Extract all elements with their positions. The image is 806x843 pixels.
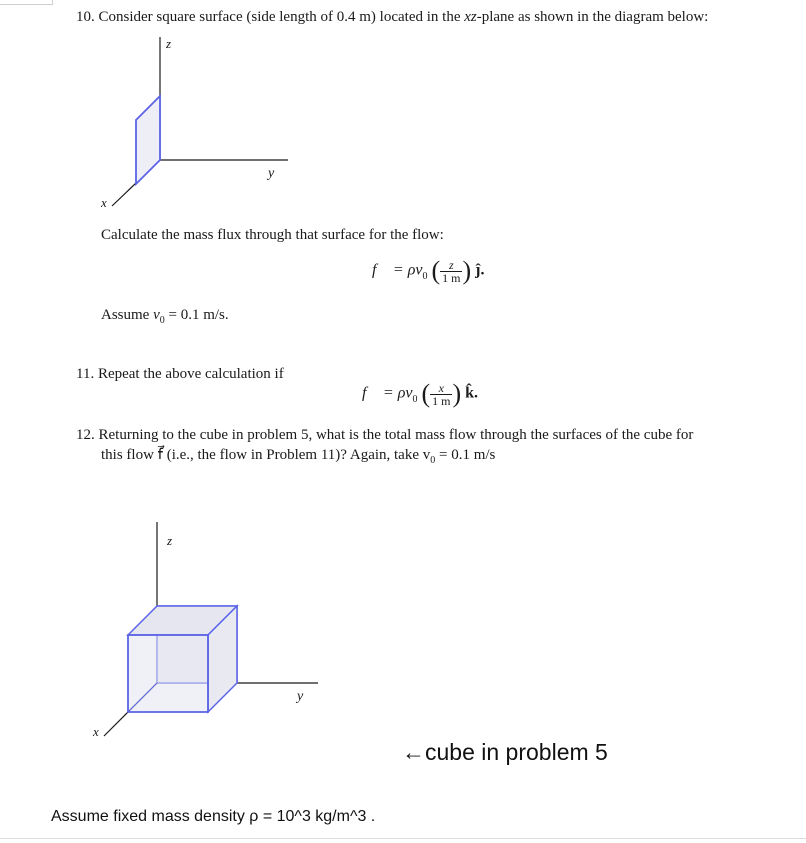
q12-line2-text: this flow f⃗ (i.e., the flow in Problem 11)? Again, take v [101, 447, 431, 463]
q11-eq-open-paren: ( [421, 379, 431, 408]
q10-assume-val: = 0.1 m/s. [164, 307, 229, 323]
q11-eq-close-paren: ) [452, 379, 462, 408]
q12-line2-sub: 0 [430, 455, 436, 466]
q11-eq-lhs: f⃗ = ρv [362, 384, 413, 402]
q12-line1-text: Returning to the cube in problem 5, what is the total mass flow through the surfaces of the cube for [98, 427, 694, 443]
q12-number: 12. [76, 427, 95, 443]
q10-eq-unit: ĵ. [475, 261, 485, 279]
q10-eq-num: z [448, 257, 454, 272]
q11-eq-num: x [438, 380, 444, 395]
q10-text-b: -plane as shown in the diagram below: [476, 9, 709, 25]
q10-assume-text: Assume [101, 307, 154, 323]
q10-eq-open-paren: ( [431, 256, 441, 285]
q10-text-a: Consider square surface (side length of 0.4 m) located in the [98, 9, 465, 25]
q10-x-label: x [101, 195, 107, 210]
q10-eq-close-paren: ) [462, 256, 472, 285]
cube-x-label: x [93, 724, 99, 739]
q10-number: 10. [76, 9, 95, 25]
q10-y-label: y [268, 166, 275, 181]
cube-y-label: y [297, 689, 304, 704]
q10-plane: xz [464, 9, 477, 25]
q10-eq-den: 1 m [442, 270, 461, 285]
q11-number: 11. [76, 366, 95, 382]
q12-line2-end: = 0.1 m/s [435, 447, 496, 463]
cube-note: ←cube in problem 5 [402, 739, 608, 765]
q10-assume-sub: 0 [159, 315, 165, 326]
q11-eq-sub: 0 [412, 393, 418, 405]
q10-calc-text: Calculate the mass flux through that surface for the flow: [101, 227, 444, 243]
q10-z-label: z [166, 36, 172, 51]
cube-z-label: z [167, 533, 173, 548]
q11-eq-den: 1 m [432, 393, 451, 408]
q10-eq-sub: 0 [422, 270, 428, 282]
q10-assume-var: v [153, 307, 160, 323]
q11-eq-unit: k̂. [465, 384, 479, 402]
bottom-divider [0, 838, 806, 839]
q10-eq-lhs: f⃗ = ρv [372, 261, 423, 279]
density-note: Assume fixed mass density ρ = 10^3 kg/m^3 . [51, 808, 376, 825]
q11-body: Repeat the above calculation if [97, 366, 284, 382]
